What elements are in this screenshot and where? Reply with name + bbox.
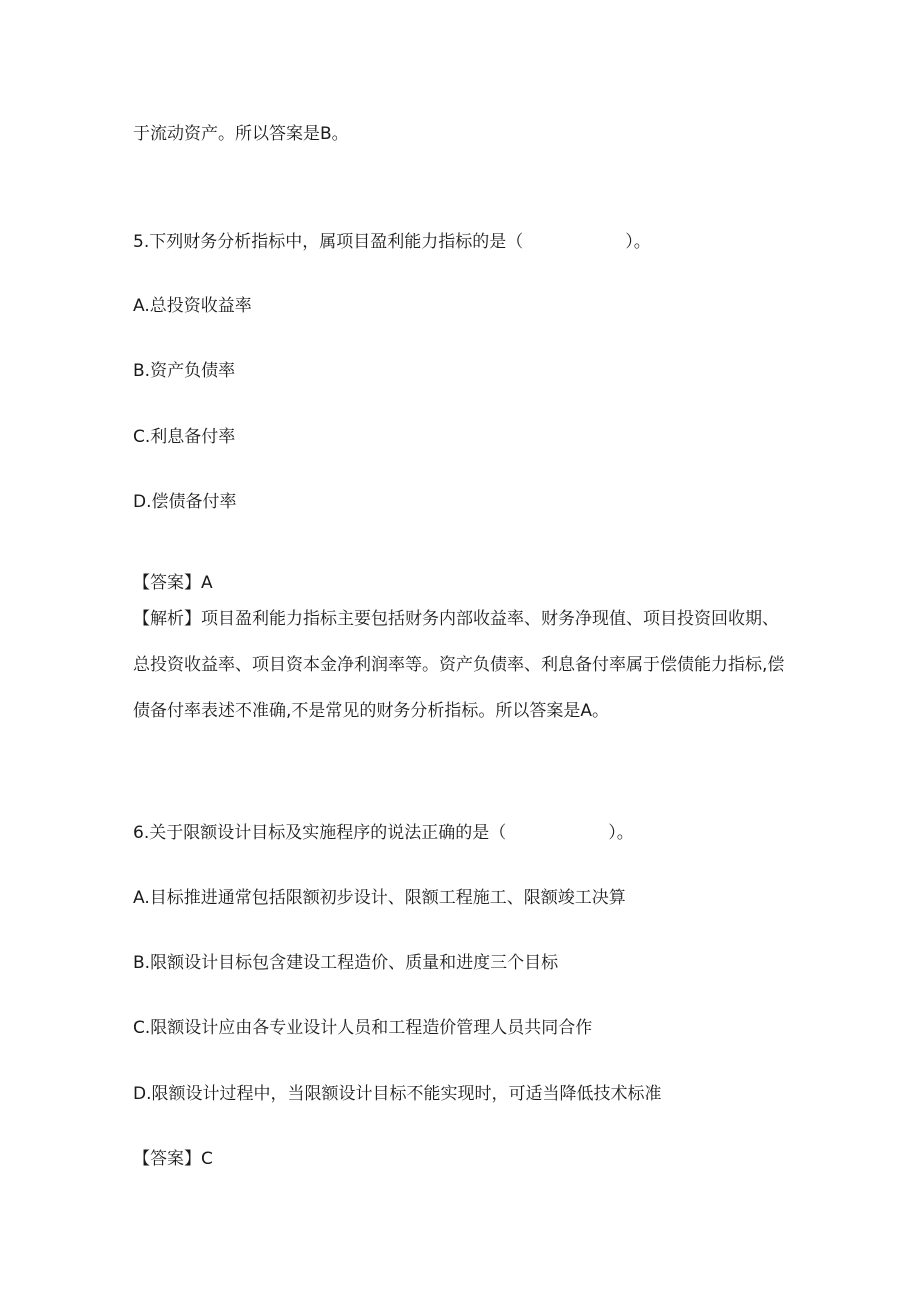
question-5-option-d: D.偿债备付率 (133, 492, 237, 512)
question-6-option-b: B.限额设计目标包含建设工程造价、质量和进度三个目标 (133, 953, 559, 973)
question-5-stem: 5.下列财务分析指标中，属项目盈利能力指标的是（ ）。 (133, 232, 651, 252)
analysis-text: 项目盈利能力指标主要包括财务内部收益率、财务净现值、项目投资回收期、总投资收益率、项目资本金净利润率等。资产负债率、利息备付率属于偿债能力指标,偿债备付率表述不准确,不是常见的财务分析指标。所以答案是A。 (133, 609, 785, 721)
analysis-label: 【解析】 (133, 609, 201, 629)
previous-analysis-tail: 于流动资产。所以答案是B。 (133, 124, 349, 144)
question-5-option-a: A.总投资收益率 (133, 296, 252, 316)
question-5-option-b: B.资产负债率 (133, 361, 236, 381)
question-6-stem: 6.关于限额设计目标及实施程序的说法正确的是（ ）。 (133, 823, 634, 843)
question-6-option-c: C.限额设计应由各专业设计人员和工程造价管理人员共同合作 (133, 1018, 593, 1038)
question-6-answer: 【答案】C (133, 1149, 213, 1169)
question-6-option-a: A.目标推进通常包括限额初步设计、限额工程施工、限额竣工决算 (133, 888, 626, 908)
question-6-option-d: D.限额设计过程中，当限额设计目标不能实现时，可适当降低技术标准 (133, 1084, 662, 1104)
question-5-option-c: C.利息备付率 (133, 427, 236, 447)
question-5-analysis (133, 596, 793, 734)
question-5-answer: 【答案】A (133, 573, 213, 593)
